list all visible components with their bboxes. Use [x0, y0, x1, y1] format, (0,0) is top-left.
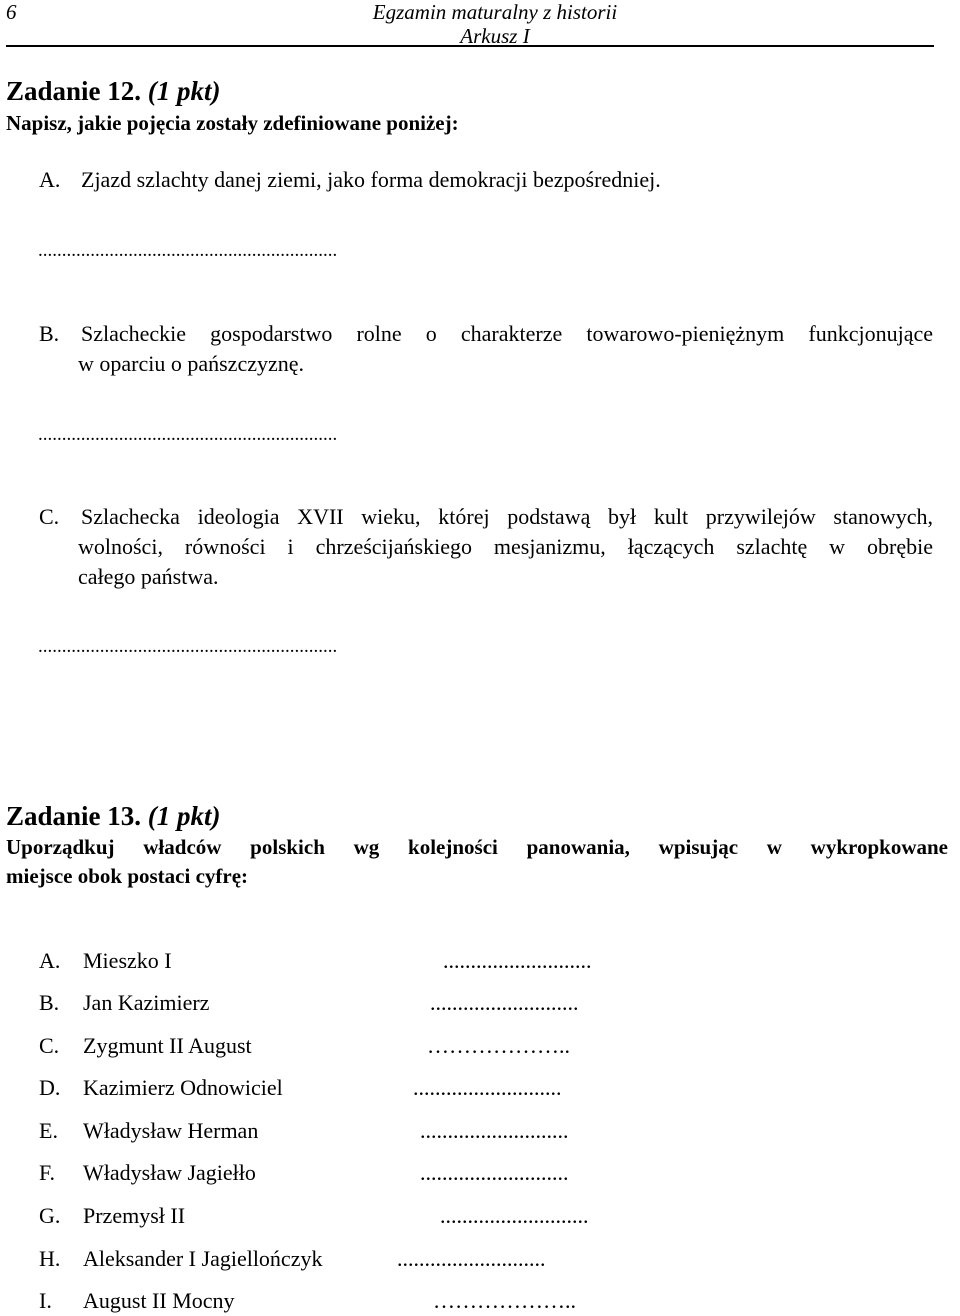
task12-title [6, 76, 221, 107]
task12-item-c-line2: wolności, równości i chrześcijańskiego mesjanizmu, łączących szlachtę w obrębie [78, 534, 933, 559]
ruler-answer-blank[interactable]: ........................... [420, 1118, 569, 1143]
ruler-name: Przemysł II [83, 1203, 186, 1228]
ruler-name: Aleksander I Jagiellończyk [83, 1246, 323, 1271]
task12-item-c-line3: całego państwa. [78, 564, 219, 589]
task12-instruction: Napisz, jakie pojęcia zostały zdefiniowane poniżej: [6, 111, 459, 135]
ruler-name: Jan Kazimierz [83, 990, 210, 1015]
task12-number: Zadanie 12. [6, 76, 142, 106]
task12-item-a-label: A. [39, 167, 61, 192]
task12-item-c-line1: Szlachecka ideologia XVII wieku, której podstawą był kult przywilejów stanowych, [81, 504, 933, 529]
ruler-name: Władysław Herman [83, 1118, 259, 1143]
ruler-name: Mieszko I [83, 948, 172, 973]
ruler-answer-blank[interactable]: ........................... [430, 990, 579, 1015]
task12-item-c-answer[interactable]: ............................................................... [38, 636, 338, 657]
ruler-letter: A. [39, 948, 61, 973]
task12-points: (1 pkt) [147, 76, 221, 106]
ruler-letter: E. [39, 1118, 58, 1143]
task13-instruction-line2: miejsce obok postaci cyfrę: [6, 864, 249, 888]
ruler-letter: H. [39, 1246, 61, 1271]
task13-number: Zadanie 13. [6, 801, 142, 831]
ruler-answer-blank[interactable]: ........................... [397, 1246, 546, 1271]
ruler-name: Kazimierz Odnowiciel [83, 1075, 283, 1100]
ruler-letter: B. [39, 990, 60, 1015]
ruler-letter: I. [39, 1288, 52, 1313]
task12-item-b-label: B. [39, 321, 60, 346]
exam-title: Egzamin maturalny z historii [372, 0, 618, 24]
ruler-letter: G. [39, 1203, 61, 1228]
task12-item-a-text: Zjazd szlachty danej ziemi, jako forma demokracji bezpośredniej. [81, 167, 661, 192]
task12-item-b-line2: w oparciu o pańszczyznę. [78, 351, 305, 376]
page-number: 6 [6, 0, 17, 24]
task12-item-a-answer[interactable]: ............................................................... [38, 240, 338, 261]
ruler-letter: C. [39, 1033, 60, 1058]
ruler-answer-blank[interactable]: ........................... [413, 1075, 562, 1100]
page-header [0, 0, 960, 48]
ruler-answer-blank[interactable]: ……………….. [427, 1033, 570, 1058]
ruler-letter: D. [39, 1075, 61, 1100]
task13-points: (1 pkt) [147, 801, 221, 831]
ruler-answer-blank[interactable]: ........................... [440, 1203, 589, 1228]
ruler-letter: F. [39, 1160, 55, 1185]
task13-title [6, 801, 221, 832]
task12-item-b-line1: Szlacheckie gospodarstwo rolne o charakterze towarowo-pieniężnym funkcjonujące [81, 321, 933, 346]
ruler-name: Zygmunt II August [83, 1033, 252, 1058]
task13-instruction-line1: Uporządkuj władców polskich wg kolejności panowania, wpisując w wykropkowane [6, 835, 948, 859]
ruler-answer-blank[interactable]: ……………….. [433, 1288, 576, 1313]
header-rule [6, 45, 934, 47]
ruler-answer-blank[interactable]: ........................... [420, 1160, 569, 1185]
ruler-name: Władysław Jagiełło [83, 1160, 256, 1185]
exam-sheet: Arkusz I [460, 24, 530, 48]
task12-item-c-label: C. [39, 504, 60, 529]
ruler-answer-blank[interactable]: ........................... [443, 948, 592, 973]
task12-item-b-answer[interactable]: ............................................................... [38, 424, 338, 445]
ruler-name: August II Mocny [83, 1288, 235, 1313]
